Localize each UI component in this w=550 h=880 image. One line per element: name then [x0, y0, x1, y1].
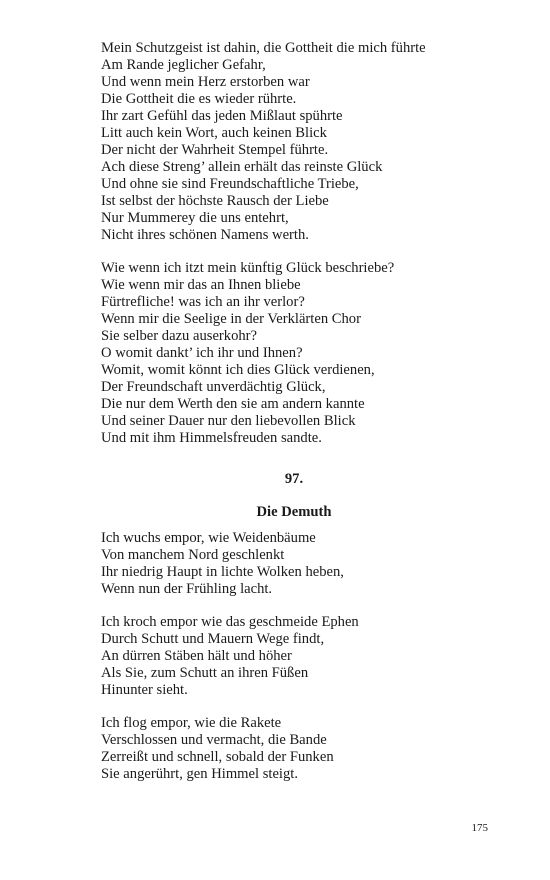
poem-line: Womit, womit könnt ich dies Glück verdienen,	[101, 362, 375, 378]
poem-line: Hinunter sieht.	[101, 682, 188, 698]
poem-line: Als Sie, zum Schutt an ihren Füßen	[101, 665, 309, 681]
poem-line: Und ohne sie sind Freundschaftliche Triebe,	[101, 176, 359, 192]
poem-line: O womit dankt’ ich ihr und Ihnen?	[101, 345, 303, 361]
poem-line: Mein Schutzgeist ist dahin, die Gottheit die mich führte	[101, 40, 426, 56]
poem-line: Ach diese Streng’ allein erhält das reinste Glück	[101, 159, 383, 175]
poem-line: Und mit ihm Himmelsfreuden sandte.	[101, 430, 322, 446]
poem-line: Ihr niedrig Haupt in lichte Wolken heben,	[101, 564, 344, 580]
poem-stanza-3	[101, 715, 334, 783]
poem-line: Wenn nun der Frühling lacht.	[101, 581, 273, 597]
poem-stanza-1	[101, 530, 344, 598]
poem-line: Der nicht der Wahrheit Stempel führte.	[101, 142, 329, 158]
poem-line: Fürtrefliche! was ich an ihr verlor?	[101, 294, 305, 310]
poem-line: Ich flog empor, wie die Rakete	[101, 715, 282, 731]
poem-line: Ich kroch empor wie das geschmeide Ephen	[101, 614, 359, 630]
poem-line: Die Gottheit die es wieder rührte.	[101, 91, 297, 107]
poem-line: Wie wenn ich itzt mein künftig Glück beschriebe?	[101, 260, 395, 276]
poem-line: Ist selbst der höchste Rausch der Liebe	[101, 193, 329, 209]
page-number: 175	[471, 822, 488, 834]
poem-stanza-2	[101, 614, 359, 699]
poem-line: Die nur dem Werth den sie am andern kannte	[101, 396, 365, 412]
poem-line: Und wenn mein Herz erstorben war	[101, 74, 310, 90]
poem-line: Nicht ihres schönen Namens werth.	[101, 227, 309, 243]
poem-line: Von manchem Nord geschlenkt	[101, 547, 285, 563]
poem-line: Wenn mir die Seelige in der Verklärten Chor	[101, 311, 361, 327]
poem-line: Wie wenn mir das an Ihnen bliebe	[101, 277, 301, 293]
poem-line: An dürren Stäben hält und höher	[101, 648, 292, 664]
poem-line: Verschlossen und vermacht, die Bande	[101, 732, 327, 748]
poem-line: Sie angerührt, gen Himmel steigt.	[101, 766, 298, 782]
poem-line: Litt auch kein Wort, auch keinen Blick	[101, 125, 327, 141]
poem-line: Nur Mummerey die uns entehrt,	[101, 210, 289, 226]
poem-line: Ihr zart Gefühl das jeden Mißlaut spührte	[101, 108, 343, 124]
poem-line: Durch Schutt und Mauern Wege findt,	[101, 631, 325, 647]
poem-line: Zerreißt und schnell, sobald der Funken	[101, 749, 334, 765]
poem-line: Sie selber dazu auserkohr?	[101, 328, 258, 344]
poem-number: 97.	[284, 471, 304, 487]
poem-title: Die Demuth	[256, 504, 332, 520]
poem-line: Und seiner Dauer nur den liebevollen Blick	[101, 413, 356, 429]
stanza-2	[101, 260, 394, 447]
poem-line: Am Rande jeglicher Gefahr,	[101, 57, 266, 73]
stanza-1	[101, 40, 426, 244]
poem-line: Ich wuchs empor, wie Weidenbäume	[101, 530, 316, 546]
poem-line: Der Freundschaft unverdächtig Glück,	[101, 379, 326, 395]
